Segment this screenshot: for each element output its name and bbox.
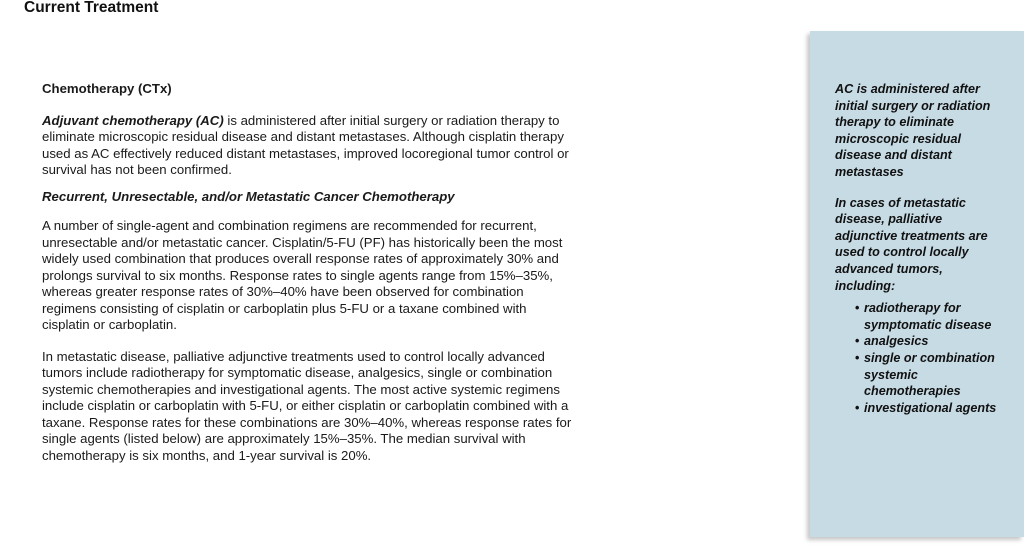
regimens-paragraph: A number of single-agent and combination regimens are recommended for recurrent, unresectable and/or metastatic cancer. Cisplatin/5-FU (PF) has historically been the most widely used combination that produces overall response rates of approximately 30% and prolongs survival to six months. Response rates to single agents range from 15%–35%, whereas greater response rates of 30%–40% have been observed for combination regimens consisting of cisplatin or carboplatin plus 5-FU or a taxane combined with cisplatin or carboplatin.	[42, 218, 563, 332]
page-title: Current Treatment	[24, 0, 159, 16]
list-item: • investigational agents	[856, 400, 1016, 417]
sidebar-summary-ac: AC is administered after initial surgery or radiation therapy to eliminate microscopic residual disease and distant metastases	[835, 82, 991, 179]
metastatic-paragraph: In metastatic disease, palliative adjunctive treatments used to control locally advanced tumors include radiotherapy for symptomatic disease, analgesics, single or combination systemic chemotherapies and investigational agents. The most active systemic regimens include cisplatin or carboplatin with 5-FU, or either cisplatin or carboplatin combined with a taxane. Response rates for these combinations are 30%–40%, whereas response rates for single agents (listed below) are approximately 15%–35%. The median survival with chemotherapy is six months, and 1-year survival is 20%.	[42, 348, 572, 463]
sidebar-bullet-list	[835, 300, 1016, 416]
list-item: • radiotherapy for symptomatic disease	[856, 300, 1016, 333]
sidebar-summary-metastatic: In cases of metastatic disease, palliative adjunctive treatments are used to control locally advanced tumors, including:	[835, 195, 988, 293]
list-item: • single or combination systemic chemotherapies	[856, 350, 1016, 400]
recurrent-subheading: Recurrent, Unresectable, and/or Metastatic Cancer Chemotherapy	[42, 188, 455, 204]
main-content	[42, 81, 572, 464]
adjuvant-paragraph	[42, 113, 572, 179]
sidebar-content	[835, 81, 1005, 416]
list-item: • analgesics	[856, 333, 1016, 350]
adjuvant-text: is administered after initial surgery or radiation therapy to eliminate microscopic residual disease and distant metastases. Although cisplatin therapy used as AC effectively reduced distant metastases, improved locoregional tumor control or survival has not been confirmed.	[42, 112, 569, 177]
section-heading: Chemotherapy (CTx)	[42, 81, 172, 96]
summary-sidebar	[810, 31, 1024, 537]
adjuvant-term: Adjuvant chemotherapy (AC)	[42, 112, 224, 128]
